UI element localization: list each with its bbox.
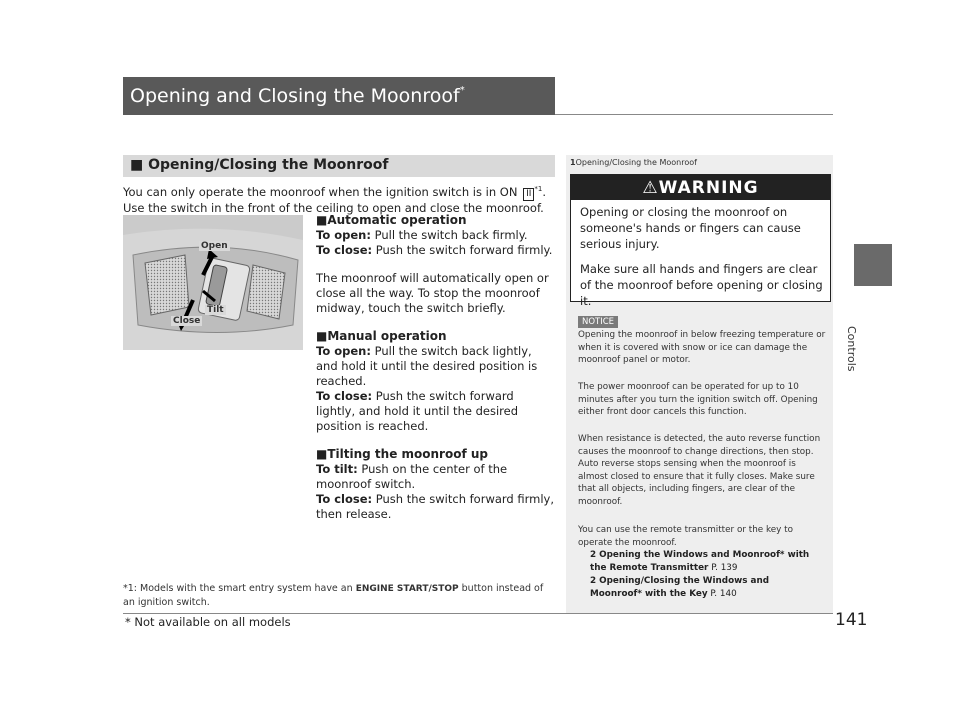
link-page: P. 139 <box>711 562 738 573</box>
tilting-heading <box>316 447 556 462</box>
text: Push on the center of the moonroof switch. <box>316 462 508 491</box>
text: Push the switch forward firmly. <box>375 243 553 257</box>
ref-icon: 1 <box>570 158 576 167</box>
intro-paragraph <box>123 182 555 216</box>
label: To close: <box>316 243 373 257</box>
link-page: P. 140 <box>710 588 737 599</box>
arrow-icon: 2 <box>590 550 597 560</box>
bullet-icon: ■ <box>316 447 328 461</box>
sidebar-title <box>570 158 697 167</box>
page-title <box>130 85 465 107</box>
open-label: Open <box>201 241 228 251</box>
text: button instead of an ignition switch. <box>123 583 544 608</box>
sidebar-paragraph-1: The power moonroof can be operated for up to 10 minutes after you turn the ignition switch off. Opening either front door cancels this function. <box>578 382 818 417</box>
bottom-rule <box>123 613 833 614</box>
tilting-tilt <box>316 462 556 492</box>
cross-reference-link[interactable] <box>590 549 822 574</box>
text: Push the switch forward lightly, and hold it until the desired position is reached. <box>316 389 518 433</box>
button-name: ENGINE START/STOP <box>355 584 459 594</box>
warning-text-2: Make sure all hands and fingers are clear of the moonroof before opening or closing it. <box>580 262 823 308</box>
automatic-close <box>316 243 556 258</box>
overhead-console-illustration <box>123 215 303 350</box>
automatic-heading-text: Automatic operation <box>327 213 467 227</box>
automatic-note: The moonroof will automatically open or close all the way. To stop the moonroof midway, touch the switch briefly. <box>316 271 549 315</box>
warning-triangle-icon: ⚠ <box>642 178 659 198</box>
ignition-key-icon: II <box>523 188 534 201</box>
chapter-tab[interactable] <box>854 244 892 286</box>
text: Pull the switch back lightly, and hold it until the desired position is reached. <box>316 344 538 388</box>
warning-text-1: Opening or closing the moonroof on someone's hands or fingers can cause serious injury. <box>580 205 801 251</box>
page-number: 141 <box>835 610 868 630</box>
notice-text: Opening the moonroof in below freezing temperature or when it is covered with snow or ice can damage the moonroof panel or motor. <box>578 330 826 365</box>
title-rule <box>555 114 833 115</box>
manual-close <box>316 389 556 434</box>
cross-reference-link[interactable] <box>590 575 822 600</box>
bullet-icon: ■ <box>316 213 328 227</box>
availability-footnote: * Not available on all models <box>125 615 291 629</box>
section-heading <box>130 157 388 173</box>
manual-open <box>316 344 556 389</box>
footnote-smart-entry <box>123 582 555 610</box>
bullet-icon: ■ <box>316 329 328 343</box>
sidebar-paragraph-2: When resistance is detected, the auto reverse function causes the moonroof to change directions, then stop. Auto reverse stops sensing when the moonroof is almost closed to ensure that it fully closes. Make sure that all objects, including fingers, are clear of the moonroof. <box>578 434 821 507</box>
warning-heading <box>571 178 830 198</box>
label: To open: <box>316 344 371 358</box>
sidebar-paragraph-3: You can use the remote transmitter or the key to operate the moonroof. <box>578 525 794 548</box>
chapter-label: Controls <box>845 326 858 372</box>
label: To close: <box>316 492 373 506</box>
label: To close: <box>316 389 373 403</box>
tilting-heading-text: Tilting the moonroof up <box>327 447 488 461</box>
section-heading-text: Opening/Closing the Moonroof <box>148 157 389 173</box>
sidebar-title-text: Opening/Closing the Moonroof <box>575 158 697 167</box>
automatic-heading <box>316 213 556 228</box>
text: *1: Models with the smart entry system have an <box>123 583 353 594</box>
tilt-label: Tilt <box>207 305 224 315</box>
bullet-icon: ■ <box>130 157 144 173</box>
manual-heading <box>316 329 556 344</box>
label: To open: <box>316 228 371 242</box>
text: Push the switch forward firmly, then release. <box>316 492 555 521</box>
text: Pull the switch back firmly. <box>374 228 528 242</box>
operation-instructions <box>316 213 556 522</box>
tilting-close <box>316 492 556 522</box>
label: To tilt: <box>316 462 358 476</box>
moonroof-switch-photo <box>123 215 303 350</box>
intro-text: You can only operate the moonroof when the ignition switch is in ON <box>123 184 518 199</box>
intro-text-end: . Use the switch in the front of the ceiling to open and close the moonroof. <box>123 184 547 215</box>
link-title: Opening the Windows and Moonroof* with the Remote Transmitter <box>590 550 810 573</box>
footnote-ref: *1 <box>534 185 543 193</box>
close-label: Close <box>173 316 201 326</box>
availability-mark: * <box>459 85 465 96</box>
notice-badge: NOTICE <box>578 316 618 328</box>
page-title-text: Opening and Closing the Moonroof <box>130 85 460 107</box>
arrow-icon: 2 <box>590 576 597 586</box>
manual-heading-text: Manual operation <box>327 329 447 343</box>
link-title: Opening/Closing the Windows and Moonroof* with the Key <box>590 576 770 599</box>
automatic-open <box>316 228 556 243</box>
warning-heading-text: WARNING <box>658 178 759 198</box>
